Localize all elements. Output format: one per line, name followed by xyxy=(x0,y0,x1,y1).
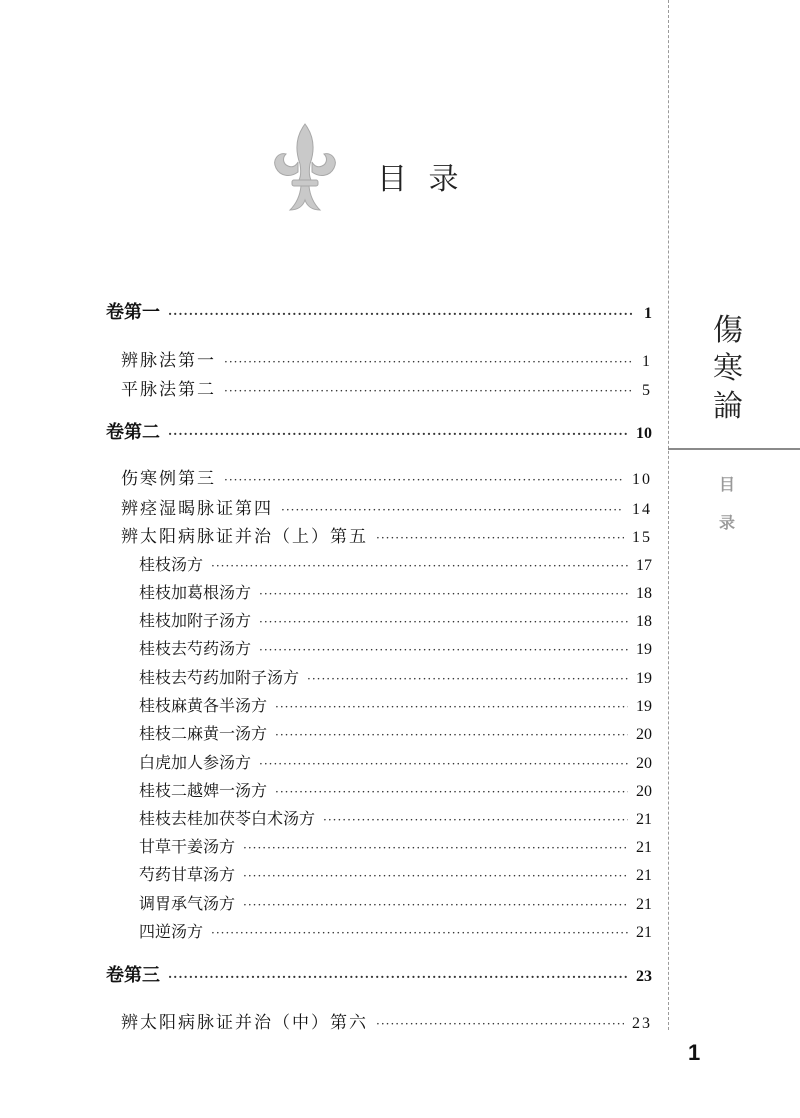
toc-entry[interactable] xyxy=(139,636,652,659)
toc-entry-page: 21 xyxy=(636,811,652,828)
dot-leader xyxy=(307,672,628,686)
toc-entry[interactable] xyxy=(106,298,652,324)
dot-leader xyxy=(211,559,628,573)
dot-leader xyxy=(243,841,628,855)
toc-entry-title: 桂枝去芍药加附子汤方 xyxy=(139,668,300,687)
toc-entry-page: 23 xyxy=(632,1015,652,1032)
toc-entry-page: 20 xyxy=(636,726,652,743)
toc-entry-page: 21 xyxy=(636,867,652,884)
toc-entry[interactable] xyxy=(139,552,652,575)
toc-entry-title: 桂枝麻黄各半汤方 xyxy=(139,696,268,715)
toc-entry[interactable] xyxy=(139,693,652,716)
toc-entry[interactable] xyxy=(121,522,652,547)
toc-entry[interactable] xyxy=(121,375,652,400)
dot-leader xyxy=(275,700,628,714)
dot-leader xyxy=(259,615,628,629)
section-label: 目 录 xyxy=(718,475,735,532)
toc-entry-page: 5 xyxy=(642,382,652,399)
toc-entry[interactable] xyxy=(139,665,652,688)
toc-entry-page: 20 xyxy=(636,783,652,800)
dot-leader xyxy=(224,473,624,487)
toc-entry[interactable] xyxy=(139,806,652,829)
toc-entry-title: 卷第一 xyxy=(106,302,160,323)
book-title: 傷寒論 xyxy=(713,313,743,424)
toc-entry-title: 甘草干姜汤方 xyxy=(139,837,236,856)
dot-leader xyxy=(376,531,624,545)
dot-leader xyxy=(224,384,632,398)
toc-entry[interactable] xyxy=(121,346,652,371)
toc-entry-page: 20 xyxy=(636,755,652,772)
dot-leader xyxy=(323,813,628,827)
toc-entry-title: 辨脉法第一 xyxy=(121,351,216,371)
toc-entry-title: 辨太阳病脉证并治（中）第六 xyxy=(121,1013,368,1033)
toc-entry[interactable] xyxy=(139,834,652,857)
toc-entry[interactable] xyxy=(106,418,652,444)
toc-entry-page: 23 xyxy=(636,968,652,985)
toc-entry-page: 19 xyxy=(636,641,652,658)
toc-entry[interactable] xyxy=(121,464,652,489)
toc-entry-title: 辨太阳病脉证并治（上）第五 xyxy=(121,527,368,547)
toc-entry-page: 1 xyxy=(642,353,652,370)
toc-entry-page: 21 xyxy=(636,839,652,856)
toc-entry[interactable] xyxy=(139,721,652,744)
dot-leader xyxy=(224,355,632,369)
page-title: 目 录 xyxy=(377,162,465,197)
toc-entry-page: 15 xyxy=(632,529,652,546)
dot-leader xyxy=(168,307,632,321)
toc-entry-page: 19 xyxy=(636,698,652,715)
toc-entry-page: 18 xyxy=(636,585,652,602)
toc-entry[interactable] xyxy=(121,1008,652,1033)
toc-entry-page: 10 xyxy=(632,471,652,488)
dot-leader xyxy=(259,587,628,601)
toc-entry-title: 芍药甘草汤方 xyxy=(139,865,236,884)
dot-leader xyxy=(243,869,628,883)
dot-leader xyxy=(243,898,628,912)
toc-entry-page: 10 xyxy=(636,425,652,442)
page-number: 1 xyxy=(688,1040,701,1065)
toc-entry-title: 桂枝加葛根汤方 xyxy=(139,583,252,602)
toc-entry-page: 1 xyxy=(644,305,652,322)
toc-entry[interactable] xyxy=(121,494,652,519)
toc-entry-page: 21 xyxy=(636,896,652,913)
toc-entry-title: 桂枝二越婢一汤方 xyxy=(139,781,268,800)
dot-leader xyxy=(281,503,624,517)
toc-entry-page: 18 xyxy=(636,613,652,630)
toc-entry-page: 17 xyxy=(636,557,652,574)
dot-leader xyxy=(259,643,628,657)
toc-entry-title: 桂枝加附子汤方 xyxy=(139,611,252,630)
toc-entry-title: 平脉法第二 xyxy=(121,380,216,400)
toc-entry-page: 14 xyxy=(632,501,652,518)
toc-entry-title: 卷第三 xyxy=(106,965,160,986)
toc-entry[interactable] xyxy=(139,891,652,914)
toc-entry[interactable] xyxy=(139,919,652,942)
toc-entry-page: 21 xyxy=(636,924,652,941)
toc-entry-title: 伤寒例第三 xyxy=(121,469,216,489)
dot-leader xyxy=(275,728,628,742)
toc-entry-page: 19 xyxy=(636,670,652,687)
toc-entry[interactable] xyxy=(139,750,652,773)
toc-entry-title: 四逆汤方 xyxy=(139,922,204,941)
page-divider xyxy=(668,0,669,1030)
toc-entry-title: 桂枝汤方 xyxy=(139,555,204,574)
dot-leader xyxy=(259,757,628,771)
toc-entry-title: 桂枝去桂加茯苓白术汤方 xyxy=(139,809,316,828)
toc-entry[interactable] xyxy=(139,778,652,801)
dot-leader xyxy=(168,970,628,984)
toc-entry[interactable] xyxy=(139,580,652,603)
dot-leader xyxy=(168,427,628,441)
toc-entry-title: 白虎加人参汤方 xyxy=(139,753,252,772)
dot-leader xyxy=(376,1017,624,1031)
dot-leader xyxy=(275,785,628,799)
toc-entry-title: 卷第二 xyxy=(106,422,160,443)
toc-entry-title: 桂枝二麻黄一汤方 xyxy=(139,724,268,743)
toc-entry-title: 辨痉湿暍脉证第四 xyxy=(121,499,273,519)
toc-entry[interactable] xyxy=(106,961,652,987)
toc-entry[interactable] xyxy=(139,862,652,885)
sidebar-rule xyxy=(668,448,800,450)
toc-entry[interactable] xyxy=(139,608,652,631)
toc-entry-title: 桂枝去芍药汤方 xyxy=(139,639,252,658)
dot-leader xyxy=(211,926,628,940)
toc-entry-title: 调胃承气汤方 xyxy=(139,894,236,913)
